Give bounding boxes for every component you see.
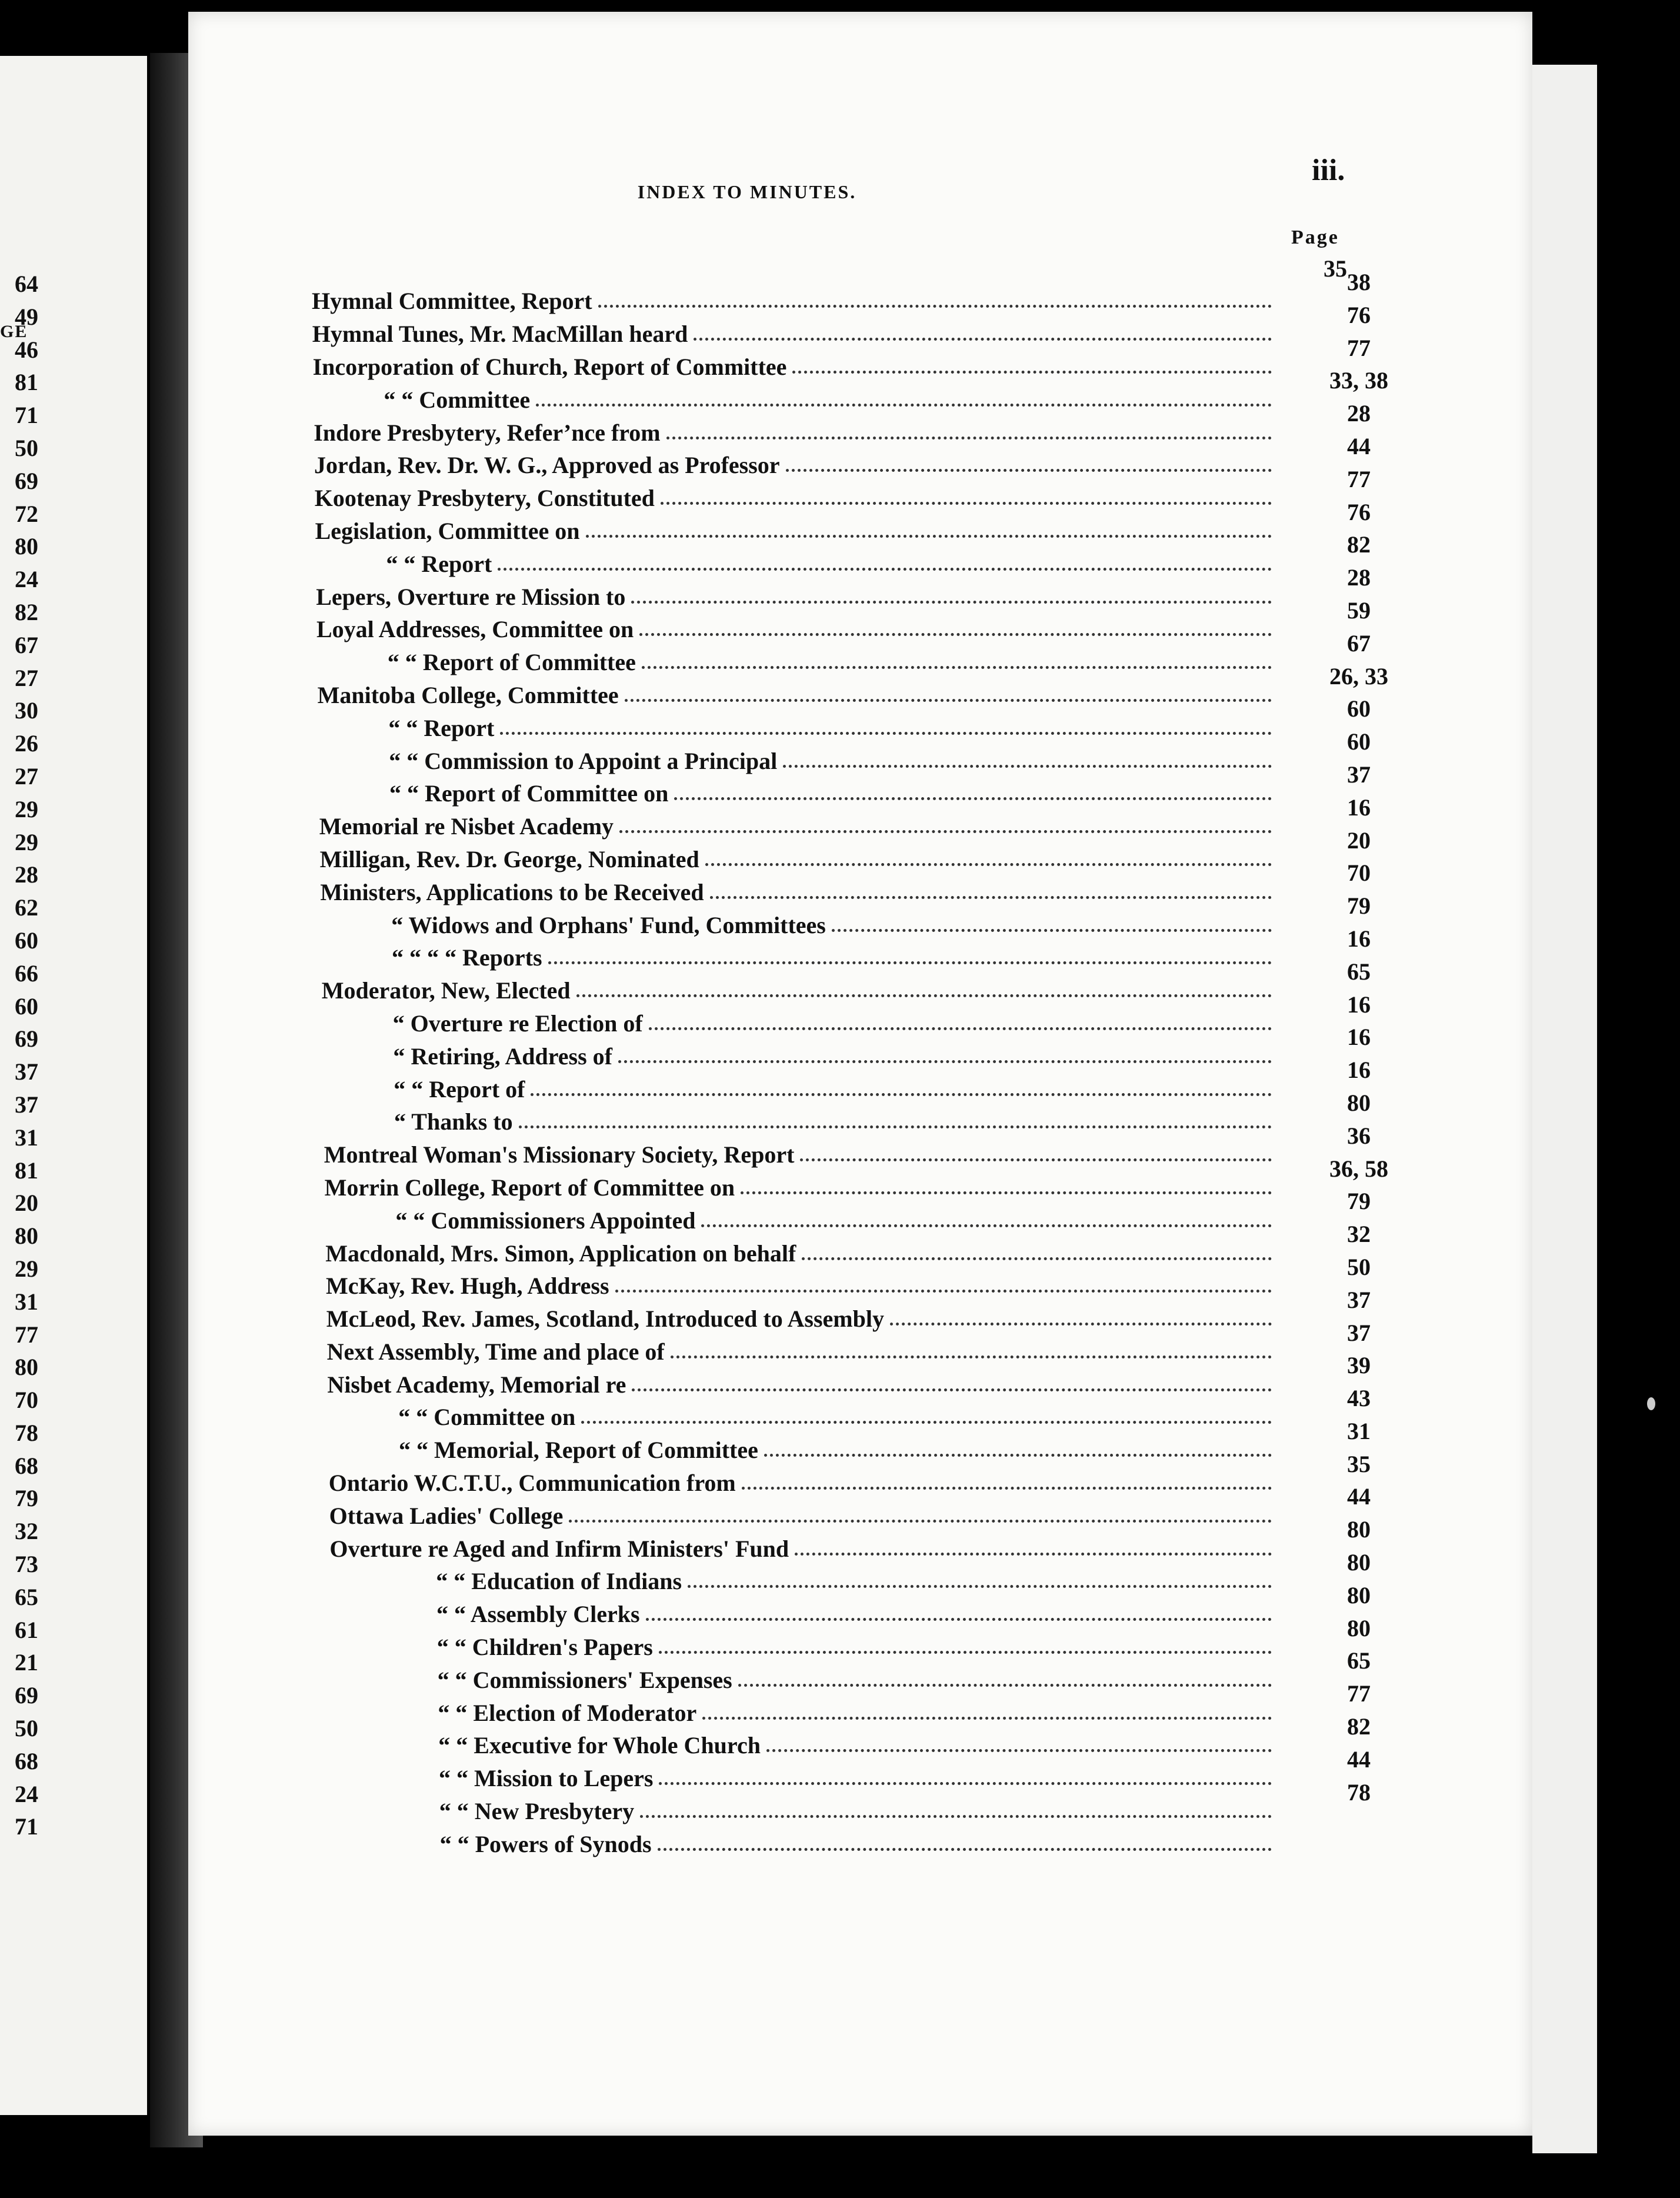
page-ref: 44 [1347,1483,1371,1510]
entry-text: Ministers, Applications to be Received [320,878,706,906]
entry-text: “ “ Election of Moderator [438,1699,699,1727]
page-ref: 26, 33 [1329,662,1388,690]
dot-leader [619,830,1272,833]
entry-text: Manitoba College, Committee [318,681,621,709]
page-ref: 44 [1347,432,1371,459]
dot-leader [802,1257,1272,1260]
page-ref: 20 [1347,827,1371,854]
page-ref: 80 [1347,1549,1371,1576]
dot-leader [800,1158,1272,1161]
entry-text: Legislation, Committee on [315,517,582,545]
page-ref: 65 [1347,958,1371,985]
page-edge [1532,65,1597,2153]
left-page-number: 26 [15,730,38,757]
page-ref: 67 [1347,630,1371,657]
margin-mark [1647,1397,1655,1410]
dot-leader [615,1290,1272,1293]
page-ref: 16 [1347,1024,1371,1051]
page-ref: 36 [1347,1122,1371,1149]
entry-text: Ontario W.C.T.U., Communication from [329,1469,738,1497]
dot-leader [666,437,1272,439]
dot-leader [701,1224,1272,1227]
page-number: iii. [1312,154,1345,187]
entry-text: “ “ Committee [384,386,532,414]
entry-text: “ “ Committee on [398,1403,578,1431]
dot-leader [576,994,1272,997]
index-entry [312,1385,1412,1434]
page-ref: 50 [1347,1253,1371,1280]
left-page-number: 71 [15,1813,38,1840]
left-page-number: 60 [15,993,38,1020]
entry-text: “ “ Assembly Clerks [436,1600,642,1628]
index-entry [312,695,1412,744]
entry-text: “ Retiring, Address of [393,1043,615,1070]
entry-text: “ “ New Presbytery [439,1797,636,1825]
dot-leader [674,797,1272,800]
entry-text: Lepers, Overture re Mission to [316,583,628,611]
page-ref: 60 [1347,728,1371,755]
left-page-fragment [0,56,147,2115]
entry-text: Hymnal Tunes, Mr. MacMillan heard [312,320,691,348]
entry-text: “ “ Commission to Appoint a Principal [389,747,779,775]
left-page-number: 32 [15,1518,38,1545]
left-page-numbers [6,268,47,1843]
left-page-number: 31 [15,1124,38,1151]
page-ref: 38 [1347,269,1371,295]
entry-text: McKay, Rev. Hugh, Address [326,1272,612,1300]
dot-leader [702,1717,1272,1720]
left-page-number: 28 [15,861,38,888]
page-ref: 28 [1347,564,1371,591]
index-entry [312,1352,1412,1401]
page-ref: 82 [1347,531,1371,558]
dot-leader [738,1684,1272,1687]
left-page-number: 80 [15,533,38,560]
page-ref: 79 [1347,892,1371,920]
dot-leader [792,371,1272,374]
dot-leader [536,404,1272,407]
page-ref: 78 [1347,1779,1371,1806]
dot-leader [498,568,1272,571]
entry-text: “ “ Children's Papers [437,1633,655,1661]
dot-leader [548,961,1272,964]
index-entry [312,367,1412,416]
left-page-number: 71 [15,402,38,429]
left-page-number: 80 [15,1354,38,1381]
index-entries [312,269,1412,1860]
page-ref: 33, 38 [1329,367,1388,394]
left-page-number: 29 [15,795,38,822]
entry-text: “ “ Education of Indians [436,1567,684,1595]
entry-text: “ “ “ “ Reports [392,944,545,971]
dot-leader [646,1618,1272,1621]
page-ref: 37 [1347,761,1371,788]
page-ref: 36, 58 [1329,1155,1388,1182]
entry-text: Incorporation of Church, Report of Committee [313,353,789,381]
page-ref: 77 [1347,334,1371,361]
entry-text: McLeod, Rev. James, Scotland, Introduced to Assembly [326,1305,886,1333]
entry-text: “ Thanks to [394,1108,515,1135]
entry-text: Next Assembly, Time and place of [327,1338,667,1366]
index-entry [312,1155,1412,1204]
page-ref: 80 [1347,1614,1371,1641]
left-page-number: 67 [15,631,38,658]
entry-text: Montreal Woman's Missionary Society, Report [324,1141,797,1168]
page-ref: 37 [1347,1319,1371,1346]
index-entry [312,564,1412,613]
page-ref: 65 [1347,1647,1371,1674]
dot-leader [519,1125,1272,1128]
entry-text: “ “ Report of Committee [388,648,638,676]
left-page-number: 70 [15,1387,38,1414]
entry-text: Kootenay Presbytery, Constituted [315,484,657,512]
entry-text: “ “ Report of [394,1075,527,1103]
index-entry [312,925,1412,974]
page-ref: 80 [1347,1581,1371,1608]
page-ref: 37 [1347,1286,1371,1313]
left-page-number: 29 [15,1255,38,1282]
index-entry [312,630,1412,679]
index-entry [312,1779,1412,1828]
dot-leader [640,1815,1272,1818]
page-ref: 59 [1347,597,1371,624]
page-ref: 16 [1347,925,1371,952]
index-entry [312,1827,1412,1860]
left-page-number: 68 [15,1747,38,1774]
page-ref: 32 [1347,1221,1371,1248]
left-page-number: 27 [15,762,38,790]
dot-leader [639,633,1272,636]
dot-leader [586,535,1272,538]
index-entry [312,1122,1412,1171]
page-ref: 76 [1347,301,1371,328]
page-ref: 44 [1347,1746,1371,1773]
left-page-number: 62 [15,894,38,921]
dot-leader [795,1553,1272,1556]
entry-text: Milligan, Rev. Dr. George, Nominated [320,845,702,873]
left-page-number: 73 [15,1551,38,1578]
entry-text: Nisbet Academy, Memorial re [327,1371,628,1398]
dot-leader [625,699,1272,702]
left-page-number: 29 [15,828,38,855]
index-entry [312,958,1412,1007]
page-ref: 60 [1347,695,1371,722]
dot-leader [618,1060,1272,1063]
page-ref: 16 [1347,1057,1371,1084]
entry-text: “ “ Report [386,550,494,578]
dot-leader [631,601,1272,604]
left-page-number: 31 [15,1288,38,1315]
left-page-number: 69 [15,467,38,494]
left-page-number: 81 [15,1157,38,1184]
dot-leader [531,1093,1272,1096]
dot-leader [766,1749,1272,1752]
dot-leader [659,1651,1272,1654]
page-ref: 82 [1347,1713,1371,1740]
page-ref: 76 [1347,498,1371,525]
index-entry [312,794,1412,843]
page-ref: 31 [1347,1417,1371,1444]
left-page-number: 82 [15,598,38,625]
page-ref: 16 [1347,794,1371,821]
entry-text: “ “ Commissioners' Expenses [438,1666,735,1694]
left-page-number: 27 [15,664,38,691]
dot-leader [598,305,1272,308]
entry-text: Overture re Aged and Infirm Ministers' Fund [329,1535,791,1563]
left-page-number: 20 [15,1190,38,1217]
index-entry [312,991,1412,1040]
left-page-number: 37 [15,1058,38,1085]
entry-text: “ “ Executive for Whole Church [438,1731,763,1759]
left-page-number: 80 [15,1223,38,1250]
dot-leader [500,732,1272,735]
left-page-number: 68 [15,1452,38,1479]
page-ref: 80 [1347,1516,1371,1543]
dot-leader [783,765,1272,768]
page-title: INDEX TO MINUTES. [637,181,857,202]
left-page-number: 50 [15,434,38,461]
index-entry [312,827,1412,876]
page-ref: 39 [1347,1352,1371,1379]
left-page-label: GE [0,322,28,341]
entry-text: “ Overture re Election of [393,1010,645,1037]
dot-leader [710,896,1272,899]
page-ref: 80 [1347,1089,1371,1116]
left-page-number: 69 [15,1682,38,1709]
index-entry [312,1680,1412,1729]
dot-leader [688,1585,1272,1588]
dot-leader [642,666,1272,669]
index-entry [312,761,1412,810]
dot-leader [705,863,1272,866]
left-page-number: 37 [15,1091,38,1118]
entry-text: Moderator, New, Elected [322,977,573,1004]
entry-text: Indore Presbytery, Refer’nce from [314,419,662,447]
index-entry [312,860,1412,908]
page-ref: 43 [1347,1385,1371,1412]
page-ref: 28 [1347,400,1371,427]
left-page-number: 78 [15,1419,38,1446]
left-page-number: 60 [15,927,38,954]
left-page-number: 24 [15,1780,38,1807]
entry-text: “ “ Memorial, Report of Committee [399,1436,761,1464]
entry-text: Macdonald, Mrs. Simon, Application on behalf [325,1240,798,1267]
index-entry [312,597,1412,646]
dot-leader [832,929,1272,932]
dot-leader [649,1027,1272,1030]
index-entry [312,1024,1412,1073]
index-entry [312,1516,1412,1565]
index-entry [312,1188,1412,1237]
dot-leader [741,1191,1272,1194]
entry-text: Ottawa Ladies' College [329,1502,566,1530]
left-page-number: 30 [15,697,38,724]
index-entry [312,1221,1412,1270]
page-ref: 70 [1347,860,1371,887]
dot-leader [764,1454,1272,1457]
index-entry [312,531,1412,580]
entry-text: Hymnal Committee, Report [312,287,595,315]
page-ref: 35 [1324,255,1347,282]
page-ref: 77 [1347,1680,1371,1707]
left-page-number: 61 [15,1616,38,1643]
dot-leader [581,1421,1272,1424]
index-entry [312,1713,1412,1762]
page-ref: 77 [1347,465,1371,492]
left-page-number: 66 [15,960,38,987]
page-ref: 35 [1347,1450,1371,1477]
index-entry [312,1746,1412,1795]
entry-text: “ “ Commissioners Appointed [395,1207,698,1234]
dot-leader [661,502,1272,505]
left-page-number: 64 [15,271,38,297]
dot-leader [742,1487,1272,1490]
index-entry [312,728,1412,777]
index-entry [312,269,1412,318]
entry-text: Memorial re Nisbet Academy [319,812,616,840]
left-page-number: 46 [15,336,38,363]
entry-text: “ “ Mission to Lepers [439,1764,655,1792]
entry-text: “ “ Report of Committee on [389,780,671,807]
dot-leader [569,1520,1272,1523]
left-page-number: 79 [15,1485,38,1512]
dot-leader [658,1848,1272,1851]
entry-text: Morrin College, Report of Committee on [325,1174,738,1201]
index-entry [312,1549,1412,1598]
index-entry [312,892,1412,941]
page-ref: 16 [1347,991,1371,1018]
left-page-number: 65 [15,1583,38,1610]
dot-leader [659,1782,1272,1785]
left-page-number: 72 [15,500,38,527]
dot-leader [632,1388,1272,1391]
dot-leader [890,1323,1272,1326]
dot-leader [786,469,1272,472]
page-ref: 79 [1347,1188,1371,1215]
left-page-number: 24 [15,566,38,593]
dot-leader [671,1356,1272,1358]
entry-text: Jordan, Rev. Dr. W. G., Approved as Professor [314,451,782,479]
entry-text: “ “ Powers of Synods [440,1830,654,1858]
left-page-number: 50 [15,1715,38,1742]
left-page-number: 21 [15,1649,38,1676]
left-page-number: 49 [15,303,38,330]
entry-text: Loyal Addresses, Committee on [316,615,636,643]
entry-text: “ “ Report [388,714,496,742]
index-entry [312,400,1412,449]
entry-text: “ Widows and Orphans' Fund, Committees [391,911,828,939]
index-entry [312,1057,1412,1105]
left-page-number: 77 [15,1321,38,1348]
page-column-label: Page [1291,227,1339,248]
left-page-number: 69 [15,1025,38,1053]
dot-leader [694,338,1272,341]
left-page-number: 81 [15,369,38,396]
